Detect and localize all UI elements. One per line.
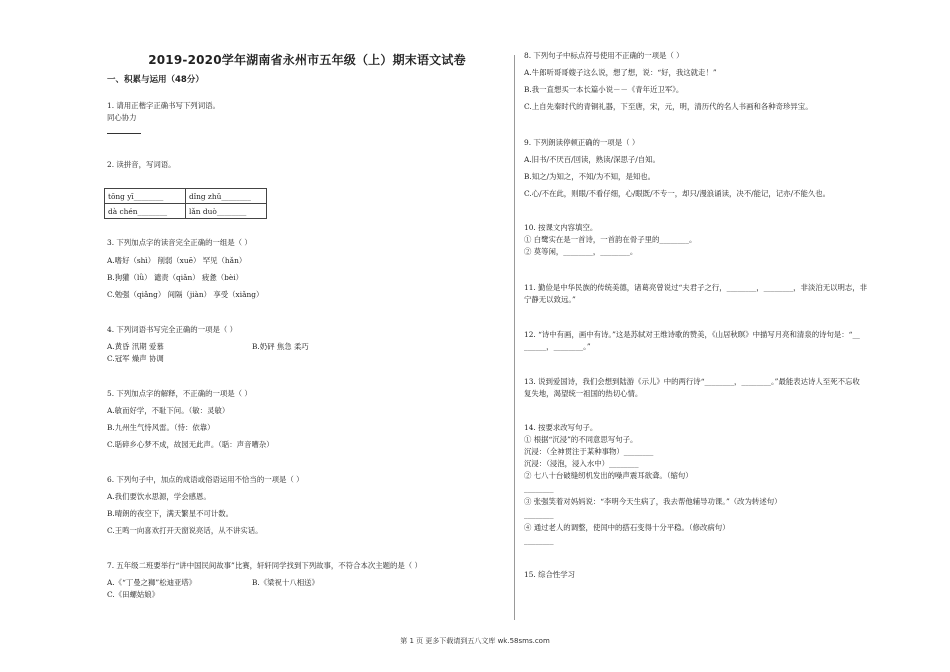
pinyin-table	[104, 188, 267, 219]
question-11-line: 11. 勤俭是中华民族的传统美德，诸葛亮曾说过“夫君子之行，________，________，非淡泊无以明志，非	[524, 283, 868, 292]
page-footer: 第 1 页 更多下载请到五八文库 wk.58sms.com	[400, 637, 550, 645]
pinyin-cell: dà chén________	[105, 204, 186, 219]
question-7-stem: 7. 五年级二班要举行“讲中国民间故事”比赛，轩轩同学找到下列故事，不符合本次主题的是（ ）	[107, 561, 422, 570]
question-1-word: 同心协力	[107, 113, 137, 122]
question-3-stem: 3. 下列加点字的读音完全正确的一组是（ ）	[107, 238, 252, 247]
question-5-stem: 5. 下列加点字的解释，不正确的一项是（ ）	[107, 389, 252, 398]
question-6-stem: 6. 下列句子中，加点的成语或俗语运用不恰当的一项是（ ）	[107, 475, 304, 484]
question-10-line: ① 白鹭实在是一首诗，一首韵在骨子里的________。	[524, 235, 697, 244]
question-6-option-a: A.我们要饮水思源，学会感恩。	[107, 492, 211, 501]
question-8-option-c: C.上自先秦时代的青铜礼器，下至唐，宋，元，明，清历代的名人书画和各种奇珍异宝。	[524, 102, 813, 111]
question-11-line: 宁静无以致远。”	[524, 295, 576, 304]
question-14-line: ④ 通过老人的调整，使闰中的搭石变得十分平稳。（修改病句）	[524, 523, 730, 532]
question-14-line: ① 根据“沉浸”的不同意思写句子。	[524, 435, 638, 444]
question-9-option-b: B.知之/为知之，不知/为不知，是知也。	[524, 172, 656, 181]
question-14-line: 沉浸：（全神贯注于某种事物）________	[524, 447, 654, 456]
page-title: 2019-2020学年湖南省永州市五年级（上）期末语文试卷	[148, 53, 466, 67]
question-8-stem: 8. 下列句子中标点符号使用不正确的一项是（ ）	[524, 51, 684, 60]
question-3-option-c: C.勉强（qiǎng） 间隔（jiàn） 享受（xiǎng）	[107, 290, 264, 299]
question-4-stem: 4. 下列词语书写完全正确的一项是（ ）	[107, 325, 238, 334]
section-heading: 一、积累与运用（48分）	[107, 75, 204, 85]
question-5-option-b: B.九州生气恃风雷。（恃：依靠）	[107, 423, 215, 432]
question-14-stem: 14. 按要求改写句子。	[524, 423, 598, 432]
column-divider	[514, 55, 515, 620]
question-7-option-b: B.《梁祝十八相送》	[252, 578, 319, 587]
question-1-stem: 1. 请用正楷字正确书写下列词语。	[107, 101, 220, 110]
question-6-option-b: B.晴朗的夜空下，满天繁星不可计数。	[107, 509, 234, 518]
question-1-answer-line	[107, 125, 141, 137]
question-14-line: ③ 张强笑着对妈妈说：“李明今天生病了，我去帮他辅导功课。”（改为转述句）	[524, 497, 782, 506]
pinyin-cell: lǎn duò________	[186, 204, 267, 219]
question-12-line: 12. “诗中有画，画中有诗。”这是苏轼对王维诗歌的赞美，《山居秋暝》中描写月亮和清泉的诗句是：“__	[524, 330, 860, 339]
question-4-option-b: B.奶砰 焦急 柔巧	[252, 342, 309, 351]
question-6-option-c: C.王鸣一向喜欢打开天窗说亮话，从不讲实话。	[107, 526, 263, 535]
question-12-line: ______，________。”	[524, 342, 591, 351]
question-3-option-b: B.狗獾（lǜ） 谴责（qiǎn） 疲惫（bèi）	[107, 273, 244, 282]
question-14-line: ② 七八十台破缝纫机发出的噪声震耳欲聋。（缩句）	[524, 471, 693, 480]
pinyin-cell: tōng yī________	[105, 189, 186, 204]
question-13-line: 13. 说到爱国诗，我们会想到陆游《示儿》中的两行诗“________，________。”最能表达诗人至死不忘收	[524, 377, 860, 386]
question-13-line: 复失地，渴望统一祖国的热切心情。	[524, 389, 643, 398]
question-10-line: ② 莫等闲，________，________。	[524, 247, 638, 256]
question-7-option-a: A.《“丁曼之狮”松迪亚塔》	[107, 578, 197, 587]
question-9-stem: 9. 下列朗读停顿正确的一项是（ ）	[524, 138, 640, 147]
question-8-option-a: A.牛郎听哥哥嫂子这么说，想了想，说：“好，我这就走！”	[524, 68, 717, 77]
question-9-option-a: A.旧书/不厌百/回读，熟读/深思子/自知。	[524, 155, 660, 164]
pinyin-cell: dǐng zhǔ________	[186, 189, 267, 204]
question-5-option-a: A.敏而好学，不耻下问。（敏：灵敏）	[107, 406, 230, 415]
question-15-stem: 15. 综合性学习	[524, 570, 576, 579]
question-14-answer-line: ________	[524, 510, 554, 519]
question-9-option-c: C.心/不在此，则眼/不看仔细，心/眼既/不专一，却只/漫浪诵读，决不/能记，记亦/不能久也。	[524, 189, 831, 198]
question-14-line: 沉浸：（浸泡，浸入水中）________	[524, 459, 639, 468]
question-14-answer-line: ________	[524, 536, 554, 545]
question-8-option-b: B.我一直想买一本长篇小说－－《青年近卫军》。	[524, 85, 684, 94]
question-4-option-c: C.冠军 燥声 协调	[107, 354, 164, 363]
question-3-option-a: A.嗜好（shì） 削弱（xuē） 罕见（hǎn）	[107, 256, 247, 265]
question-2-stem: 2. 读拼音，写词语。	[107, 160, 176, 169]
question-14-answer-line: ________	[524, 484, 554, 493]
question-10-stem: 10. 按课文内容填空。	[524, 223, 598, 232]
question-7-option-c: C.《田螺姑娘》	[107, 590, 160, 599]
question-5-option-c: C.聒碎乡心梦不成，故园无此声。（聒：声音嘈杂）	[107, 440, 274, 449]
question-4-option-a: A.黄昏 汛期 爱慕	[107, 342, 164, 351]
